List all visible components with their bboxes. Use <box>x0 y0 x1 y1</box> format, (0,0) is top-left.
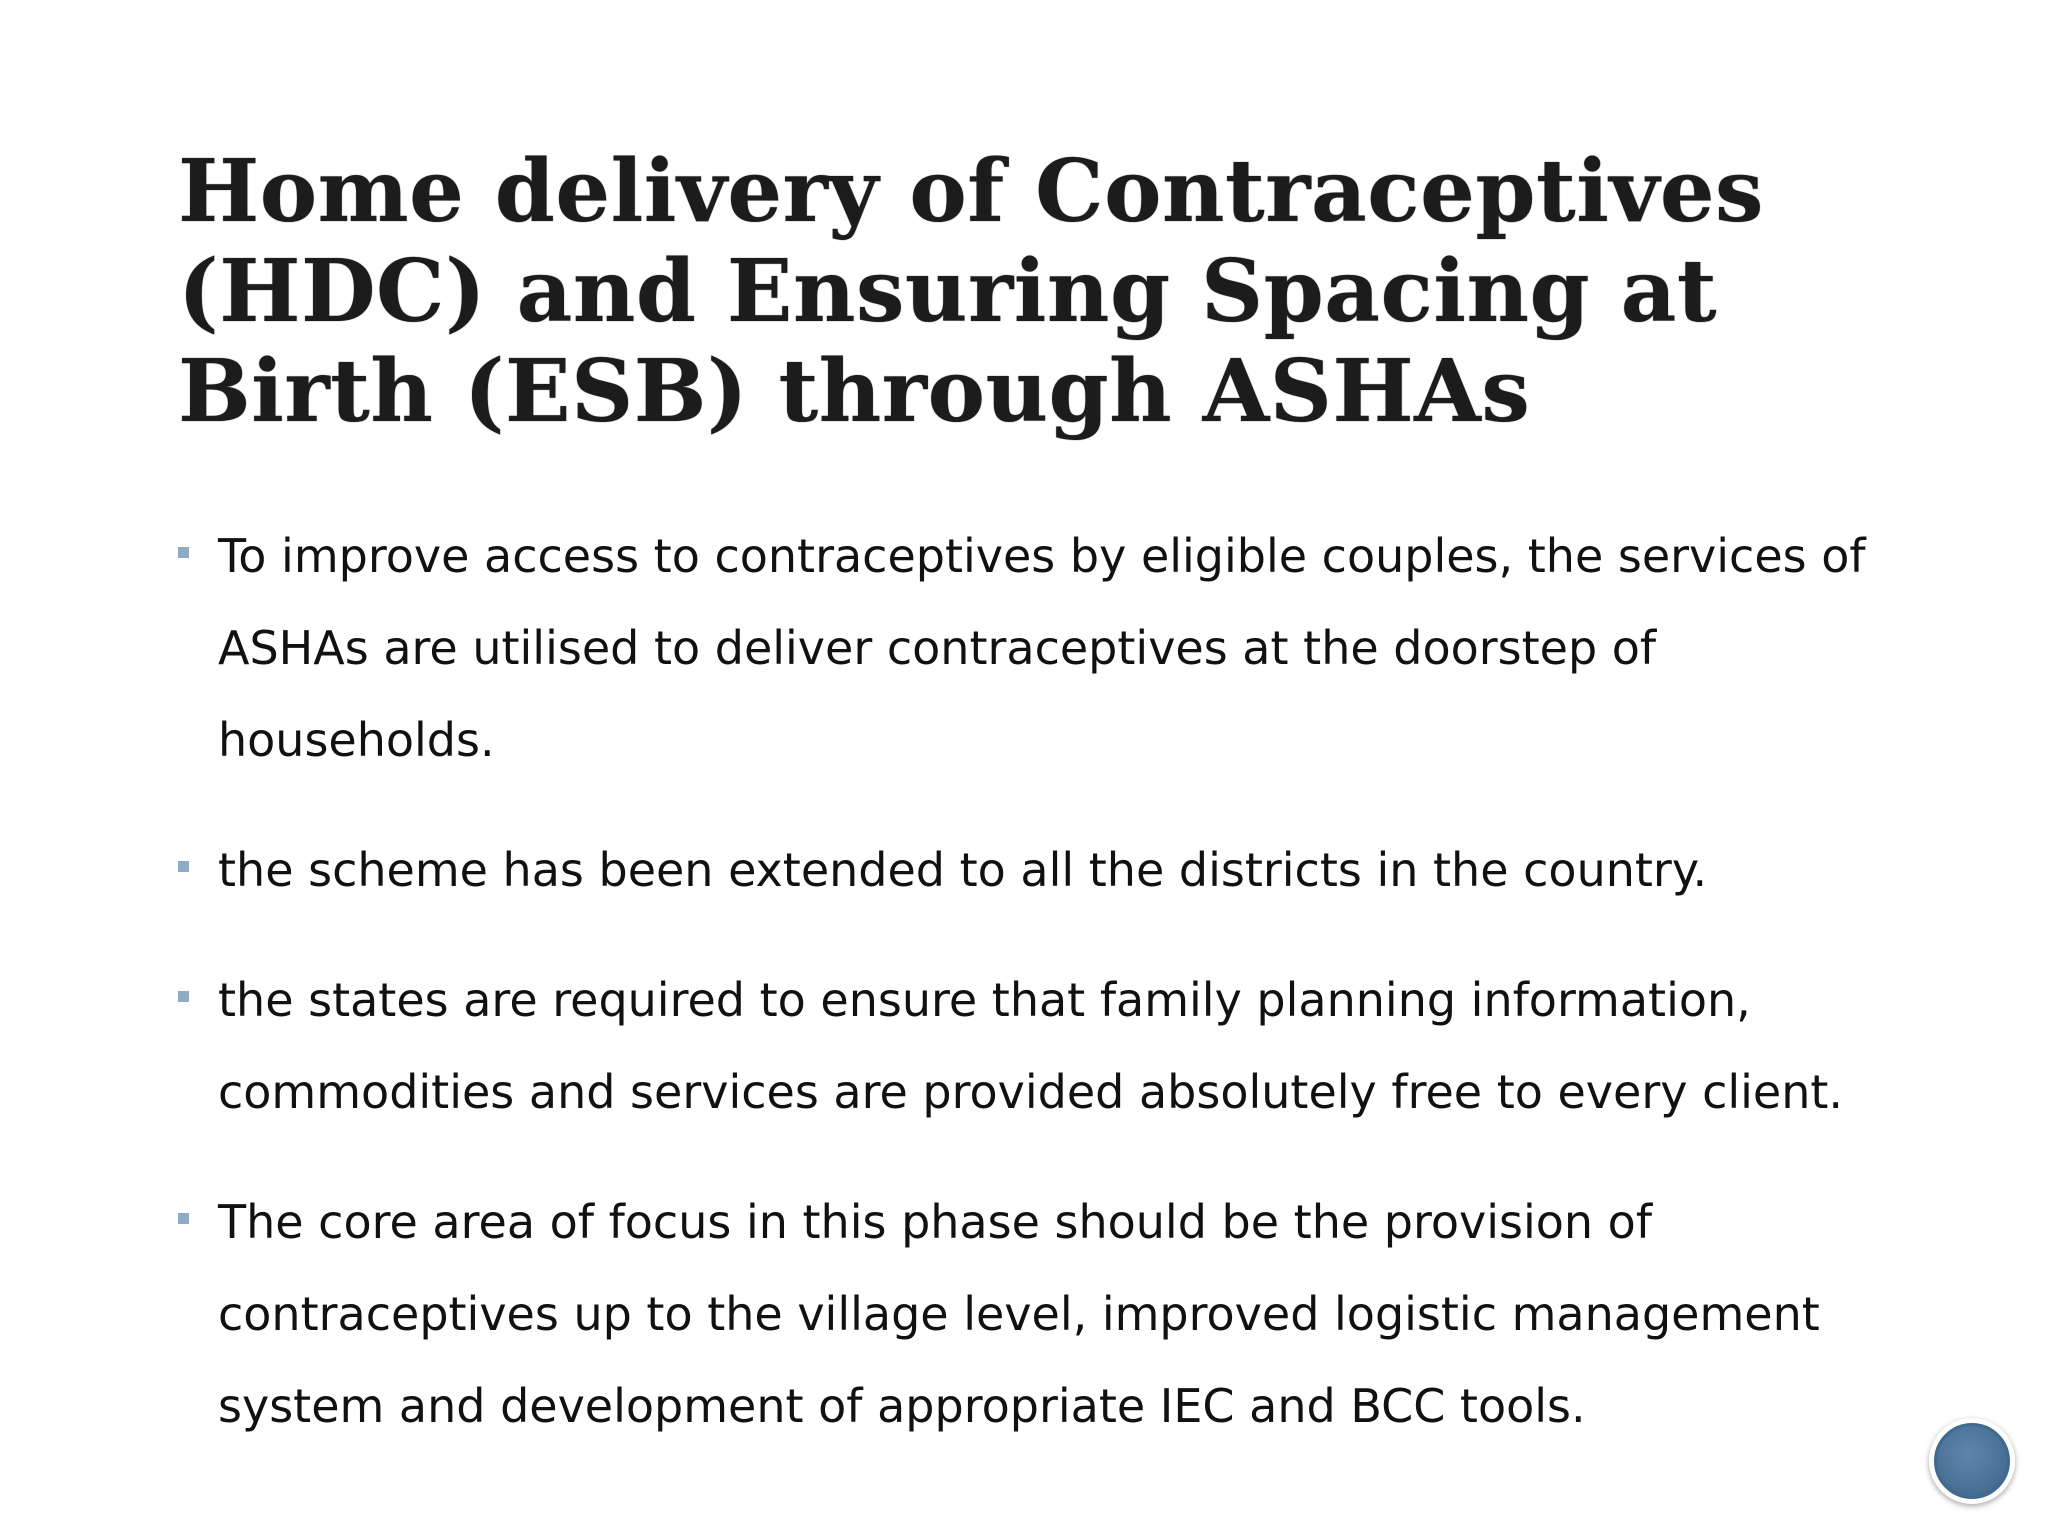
slide-title: Home delivery of Contraceptives (HDC) and Ensuring Spacing at Birth (ESB) through ASHAs <box>178 141 1764 442</box>
bullet-text: the scheme has been extended to all the districts in the country. <box>218 843 1708 897</box>
bullet-list <box>178 510 1898 1490</box>
square-bullet-icon <box>178 991 189 1002</box>
bullet-text: To improve access to contraceptives by eligible couples, the services of ASHAs are utilised to deliver contraceptives at the doorstep of households. <box>218 529 1866 767</box>
bullet-item <box>178 1176 1898 1452</box>
circle-button-icon[interactable] <box>1929 1418 2015 1504</box>
bullet-item <box>178 824 1898 916</box>
square-bullet-icon <box>178 547 189 558</box>
square-bullet-icon <box>178 861 189 872</box>
bullet-text: The core area of focus in this phase should be the provision of contraceptives up to the village level, improved logistic management system and development of appropriate IEC and BCC tools. <box>218 1195 1820 1433</box>
square-bullet-icon <box>178 1213 189 1224</box>
bullet-item <box>178 954 1898 1138</box>
nav-button-face[interactable] <box>1934 1423 2010 1499</box>
bullet-item <box>178 510 1898 786</box>
bullet-text: the states are required to ensure that family planning information, commodities and services are provided absolutely free to every client. <box>218 973 1844 1119</box>
